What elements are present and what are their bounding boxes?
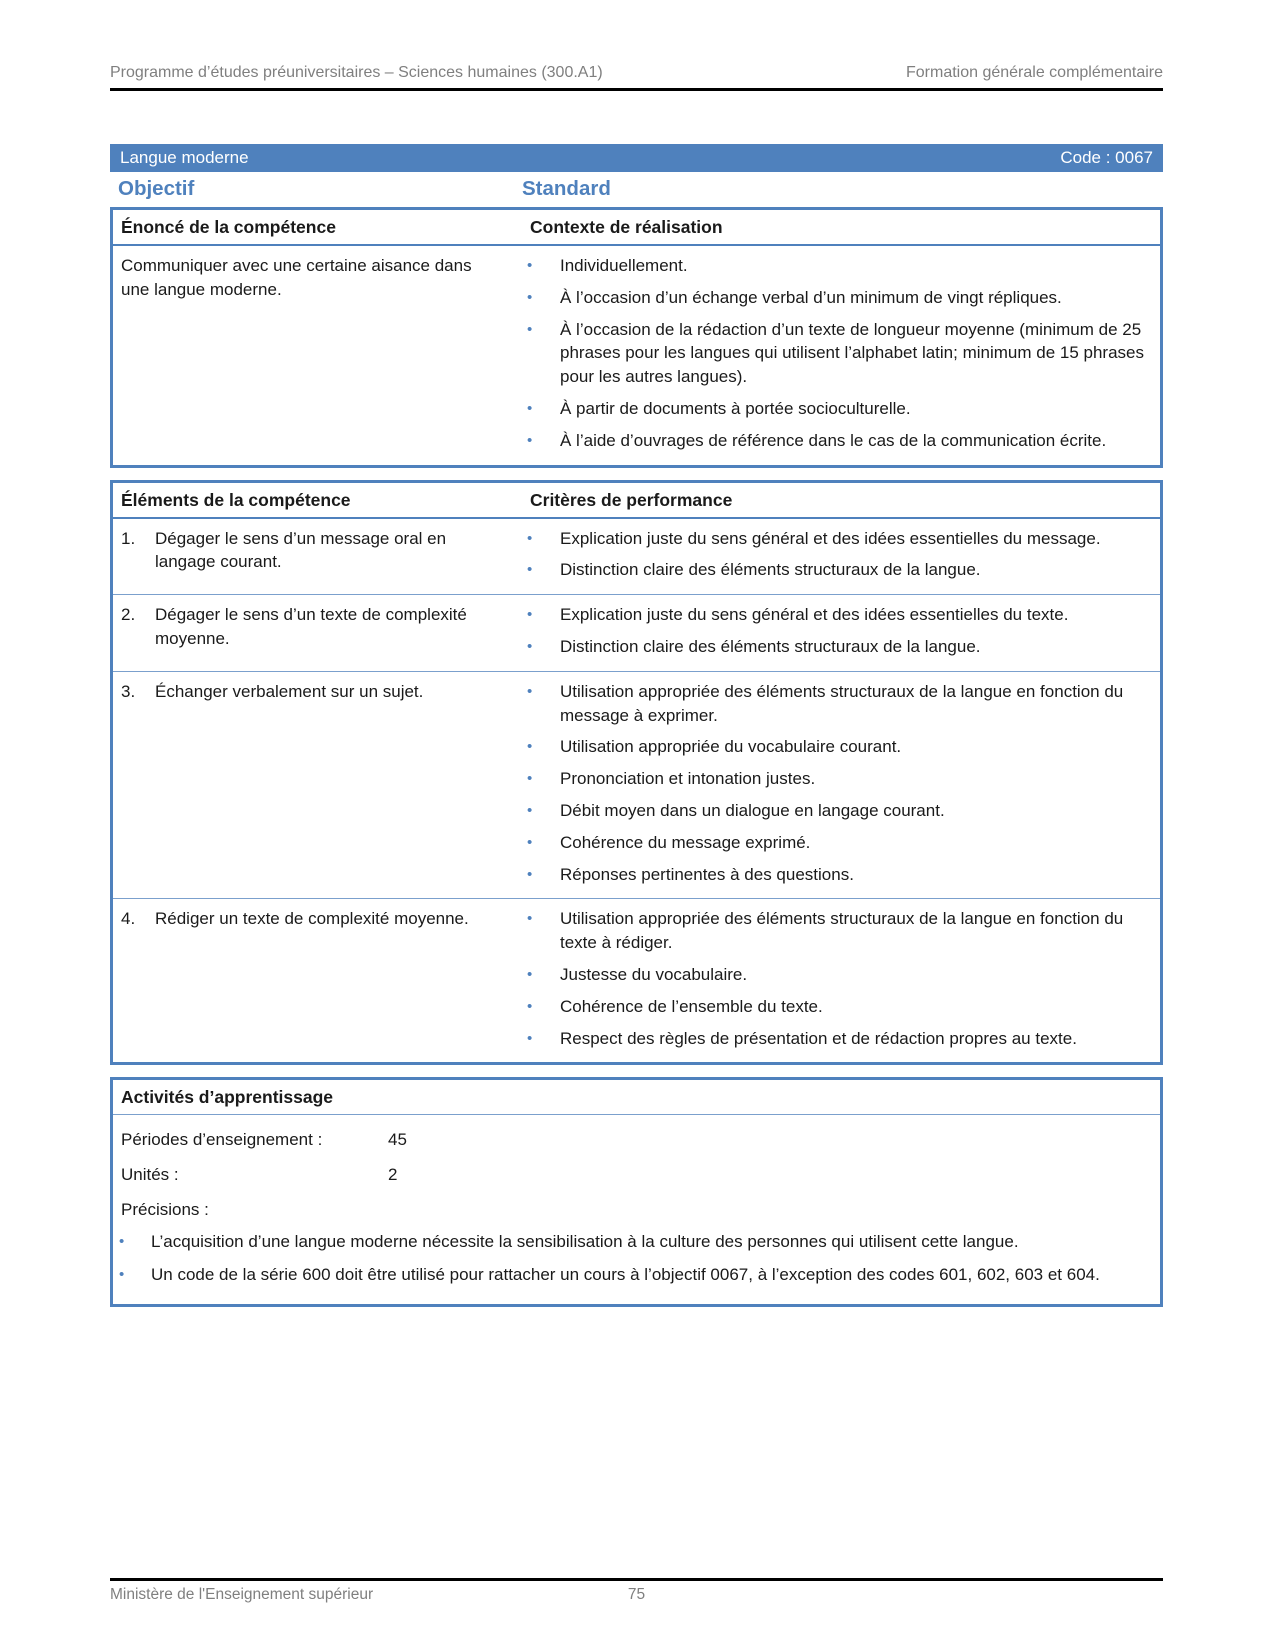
bullet-icon: • [527, 865, 533, 883]
element-number: 4. [121, 909, 136, 929]
precisions-label: Précisions : [121, 1200, 209, 1220]
competence-context-table [110, 207, 1163, 468]
bullet-icon: • [527, 320, 533, 338]
bullet-text: Cohérence du message exprimé. [560, 832, 811, 852]
context-cell [522, 246, 1160, 465]
table1-body [113, 246, 1160, 465]
enonce-header: Énoncé de la compétence [121, 217, 336, 237]
bullet-item [527, 767, 1154, 791]
bullet-icon: • [527, 682, 533, 700]
bullet-icon: • [527, 997, 533, 1015]
bullet-icon: • [527, 833, 533, 851]
bullet-icon: • [527, 910, 533, 928]
bullet-icon: • [527, 257, 533, 274]
bullet-icon: • [527, 1029, 533, 1047]
bullet-text: À l’aide d’ouvrages de référence dans le cas de la communication écrite. [560, 430, 1107, 450]
objectif-title: Objectif [118, 177, 195, 200]
activities-fields [113, 1130, 1160, 1185]
bullet-icon: • [527, 606, 533, 624]
bullet-icon: • [527, 431, 533, 449]
bullet-icon: • [527, 288, 533, 306]
bullet-text: Prononciation et intonation justes. [560, 769, 816, 789]
element-cell [113, 672, 522, 899]
element-cell [113, 595, 522, 671]
criteria-list [522, 595, 1160, 671]
table-row [113, 898, 1160, 1062]
element-text: Échanger verbalement sur un sujet. [155, 681, 424, 701]
field-value: 45 [388, 1130, 407, 1150]
elements-header: Éléments de la compétence [121, 489, 351, 510]
contexte-header: Contexte de réalisation [530, 217, 723, 237]
field-value: 2 [388, 1165, 398, 1185]
bullet-text: L’acquisition d’une langue moderne nécessite la sensibilisation à la culture des personnes qui utilisent cette langue. [151, 1232, 1019, 1252]
bullet-item [119, 1263, 1152, 1287]
bullet-text: À l’occasion de la rédaction d’un texte de longueur moyenne (minimum de 25 phrases pour les langues qui utilisent l’alphabet latin; minimum de 15 phrases pour les autres langues). [560, 319, 1145, 387]
bullet-item [527, 831, 1154, 855]
element-number: 2. [121, 605, 136, 625]
criteria-list [522, 519, 1160, 595]
table2-body [113, 519, 1160, 1063]
course-title: Langue moderne [120, 148, 249, 167]
element-text: Dégager le sens d’un message oral en langage courant. [155, 528, 447, 572]
table-row [113, 519, 1160, 595]
bullet-item [527, 318, 1154, 389]
content-area [110, 0, 1163, 1307]
table-row [113, 671, 1160, 899]
bullet-item [527, 863, 1154, 887]
context-bullet-list [522, 246, 1160, 465]
bullet-text: Utilisation appropriée des éléments structuraux de la langue en fonction du texte à rédiger. [560, 909, 1124, 953]
bullet-item [527, 680, 1154, 728]
bullet-icon: • [527, 637, 533, 655]
bullet-item [527, 635, 1154, 659]
course-code: Code : 0067 [1060, 148, 1153, 167]
element-cell [113, 519, 522, 595]
page-footer [110, 1578, 1163, 1604]
criteres-header: Critères de performance [530, 489, 733, 510]
bullet-item [527, 735, 1154, 759]
bullet-text: À partir de documents à portée socioculturelle. [560, 398, 911, 418]
bullet-text: Explication juste du sens général et des idées essentielles du message. [560, 528, 1101, 548]
footer-ministry: Ministère de l'Enseignement supérieur [110, 1586, 374, 1603]
table-row [113, 594, 1160, 671]
table1-header-row [113, 210, 1160, 246]
bullet-item [527, 558, 1154, 582]
element-cell [113, 899, 522, 1062]
bullet-item [527, 603, 1154, 627]
activities-table [110, 1077, 1163, 1307]
bullet-item [527, 397, 1154, 421]
elements-criteria-table [110, 480, 1163, 1066]
bullet-item [119, 1230, 1152, 1254]
criteria-cell [522, 595, 1160, 671]
bullet-item [527, 1027, 1154, 1051]
header-program-title: Programme d’études préuniversitaires – Sciences humaines (300.A1) [110, 64, 603, 81]
field-label: Unités : [121, 1165, 179, 1185]
bullet-text: Cohérence de l’ensemble du texte. [560, 996, 823, 1016]
precisions-bullet-list [113, 1220, 1160, 1304]
bullet-item [527, 286, 1154, 310]
criteria-cell [522, 672, 1160, 899]
bullet-icon: • [527, 770, 533, 788]
element-text: Rédiger un texte de complexité moyenne. [155, 909, 469, 929]
bullet-icon: • [527, 529, 533, 547]
bullet-item [527, 963, 1154, 987]
criteria-list [522, 899, 1160, 1062]
bullet-text: Individuellement. [560, 256, 688, 275]
bullet-item [527, 995, 1154, 1019]
bullet-item [527, 527, 1154, 551]
bullet-item [527, 429, 1154, 453]
header-section-title: Formation générale complémentaire [905, 64, 1163, 81]
element-number: 1. [121, 528, 136, 548]
element-number: 3. [121, 681, 136, 701]
bullet-text: Utilisation appropriée des éléments structuraux de la langue en fonction du message à exprimer. [560, 681, 1124, 725]
page-number: 75 [627, 1586, 646, 1603]
bullet-icon: • [527, 561, 533, 579]
bullet-text: Utilisation appropriée du vocabulaire courant. [560, 737, 902, 757]
bullet-text: Explication juste du sens général et des idées essentielles du texte. [560, 605, 1069, 625]
bullet-icon: • [119, 1266, 125, 1284]
field-label: Périodes d’enseignement : [121, 1130, 323, 1150]
page-header [110, 0, 1163, 91]
bullet-text: Respect des règles de présentation et de rédaction propres au texte. [560, 1028, 1077, 1048]
column-titles [110, 175, 1163, 207]
bullet-text: À l’occasion d’un échange verbal d’un minimum de vingt répliques. [560, 287, 1062, 307]
standard-title: Standard [522, 177, 611, 200]
bullet-item [527, 254, 1154, 278]
criteria-cell [522, 519, 1160, 595]
bullet-text: Réponses pertinentes à des questions. [560, 864, 854, 884]
bullet-text: Distinction claire des éléments structuraux de la langue. [560, 560, 981, 580]
bullet-icon: • [527, 399, 533, 417]
bullet-text: Justesse du vocabulaire. [560, 964, 748, 984]
bullet-text: Débit moyen dans un dialogue en langage courant. [560, 800, 945, 820]
bullet-text: Un code de la série 600 doit être utilisé pour rattacher un cours à l’objectif 0067, à l’exception des codes 601, 602, 603 et 604. [151, 1265, 1100, 1285]
activities-header: Activités d’apprentissage [113, 1080, 1160, 1115]
table2-header-row [113, 483, 1160, 519]
bullet-icon: • [527, 965, 533, 983]
bullet-icon: • [527, 738, 533, 756]
bullet-icon: • [119, 1233, 125, 1251]
bullet-item [527, 907, 1154, 955]
field-row [113, 1130, 1160, 1150]
criteria-cell [522, 899, 1160, 1062]
competence-statement: Communiquer avec une certaine aisance dans une langue moderne. [121, 256, 472, 299]
bullet-item [527, 799, 1154, 823]
criteria-list [522, 672, 1160, 899]
course-banner [110, 144, 1163, 172]
bullet-text: Distinction claire des éléments structuraux de la langue. [560, 636, 981, 656]
bullet-icon: • [527, 801, 533, 819]
field-row [113, 1165, 1160, 1185]
element-text: Dégager le sens d’un texte de complexité moyenne. [155, 605, 467, 648]
